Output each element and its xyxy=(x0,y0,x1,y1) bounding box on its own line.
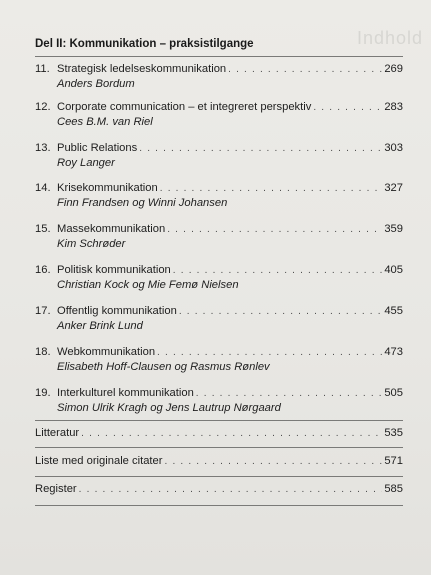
page-number: 455 xyxy=(384,305,403,317)
dot-leader xyxy=(157,346,382,360)
chapter-title: Interkulturel kommunikation xyxy=(57,387,194,399)
dot-leader xyxy=(167,223,382,237)
toc-entry-chapter-17 xyxy=(35,304,403,333)
dot-leader xyxy=(196,387,383,401)
chapter-number: 11. xyxy=(35,63,50,75)
show-through-heading: Indhold xyxy=(356,28,423,48)
chapter-number: 12. xyxy=(35,101,51,113)
divider xyxy=(35,505,403,506)
dot-leader xyxy=(81,427,382,441)
toc-entry-register xyxy=(35,482,403,497)
back-matter-title: Liste med originale citater xyxy=(35,455,163,467)
divider xyxy=(35,420,403,421)
page-number: 585 xyxy=(384,483,403,495)
dot-leader xyxy=(164,455,382,469)
chapter-title: Webkommunikation xyxy=(57,346,156,358)
chapter-number: 17. xyxy=(35,305,51,317)
chapter-title: Offentlig kommunikation xyxy=(57,305,177,317)
toc-entry-chapter-11 xyxy=(35,62,403,91)
part-title: Del II: Kommunikation – praksistilgange xyxy=(35,38,254,50)
divider xyxy=(35,56,403,57)
dot-leader xyxy=(160,182,383,196)
chapter-author: Roy Langer xyxy=(57,157,115,169)
dot-leader xyxy=(139,142,382,156)
toc-entry-chapter-16 xyxy=(35,263,403,292)
chapter-title: Public Relations xyxy=(57,142,138,154)
toc-entry-litteratur xyxy=(35,426,403,441)
toc-entry-chapter-12 xyxy=(35,100,403,129)
page-number: 327 xyxy=(384,182,403,194)
toc-entry-chapter-14 xyxy=(35,181,403,210)
page-number: 303 xyxy=(384,142,403,154)
page-number: 571 xyxy=(384,455,403,467)
chapter-author: Kim Schrøder xyxy=(57,238,126,250)
toc-entry-originale-citater xyxy=(35,454,403,469)
chapter-author: Anker Brink Lund xyxy=(57,320,143,332)
page-number: 473 xyxy=(384,346,403,358)
toc-entry-chapter-19 xyxy=(35,386,403,415)
dot-leader xyxy=(179,305,383,319)
chapter-author: Simon Ulrik Kragh og Jens Lautrup Nørgaard xyxy=(57,402,281,414)
back-matter-title: Litteratur xyxy=(35,427,80,439)
chapter-number: 18. xyxy=(35,346,51,358)
chapter-author: Finn Frandsen og Winni Johansen xyxy=(57,197,228,209)
chapter-author: Cees B.M. van Riel xyxy=(57,116,153,128)
chapter-author: Christian Kock og Mie Femø Nielsen xyxy=(57,279,239,291)
chapter-title: Krisekommunikation xyxy=(57,182,158,194)
page-number: 505 xyxy=(384,387,403,399)
divider xyxy=(35,476,403,477)
chapter-number: 16. xyxy=(35,264,51,276)
dot-leader xyxy=(79,483,383,497)
chapter-number: 19. xyxy=(35,387,51,399)
chapter-number: 13. xyxy=(35,142,51,154)
toc-entry-chapter-13 xyxy=(35,141,403,170)
chapter-title: Corporate communication – et integreret perspektiv xyxy=(57,101,312,113)
page-number: 269 xyxy=(384,63,403,75)
toc-entry-chapter-15 xyxy=(35,222,403,251)
page-number: 535 xyxy=(384,427,403,439)
dot-leader xyxy=(228,63,382,77)
toc-entry-chapter-18 xyxy=(35,345,403,374)
dot-leader xyxy=(313,101,382,115)
page-number: 283 xyxy=(384,101,403,113)
page-number: 405 xyxy=(384,264,403,276)
chapter-number: 14. xyxy=(35,182,51,194)
chapter-title: Strategisk ledelseskommunikation xyxy=(57,63,227,75)
chapter-title: Massekommunikation xyxy=(57,223,166,235)
dot-leader xyxy=(173,264,383,278)
chapter-author: Elisabeth Hoff-Clausen og Rasmus Rønlev xyxy=(57,361,270,373)
chapter-title: Politisk kommunikation xyxy=(57,264,171,276)
chapter-author: Anders Bordum xyxy=(57,78,135,90)
page-number: 359 xyxy=(384,223,403,235)
chapter-number: 15. xyxy=(35,223,51,235)
back-matter-title: Register xyxy=(35,483,77,495)
divider xyxy=(35,447,403,448)
